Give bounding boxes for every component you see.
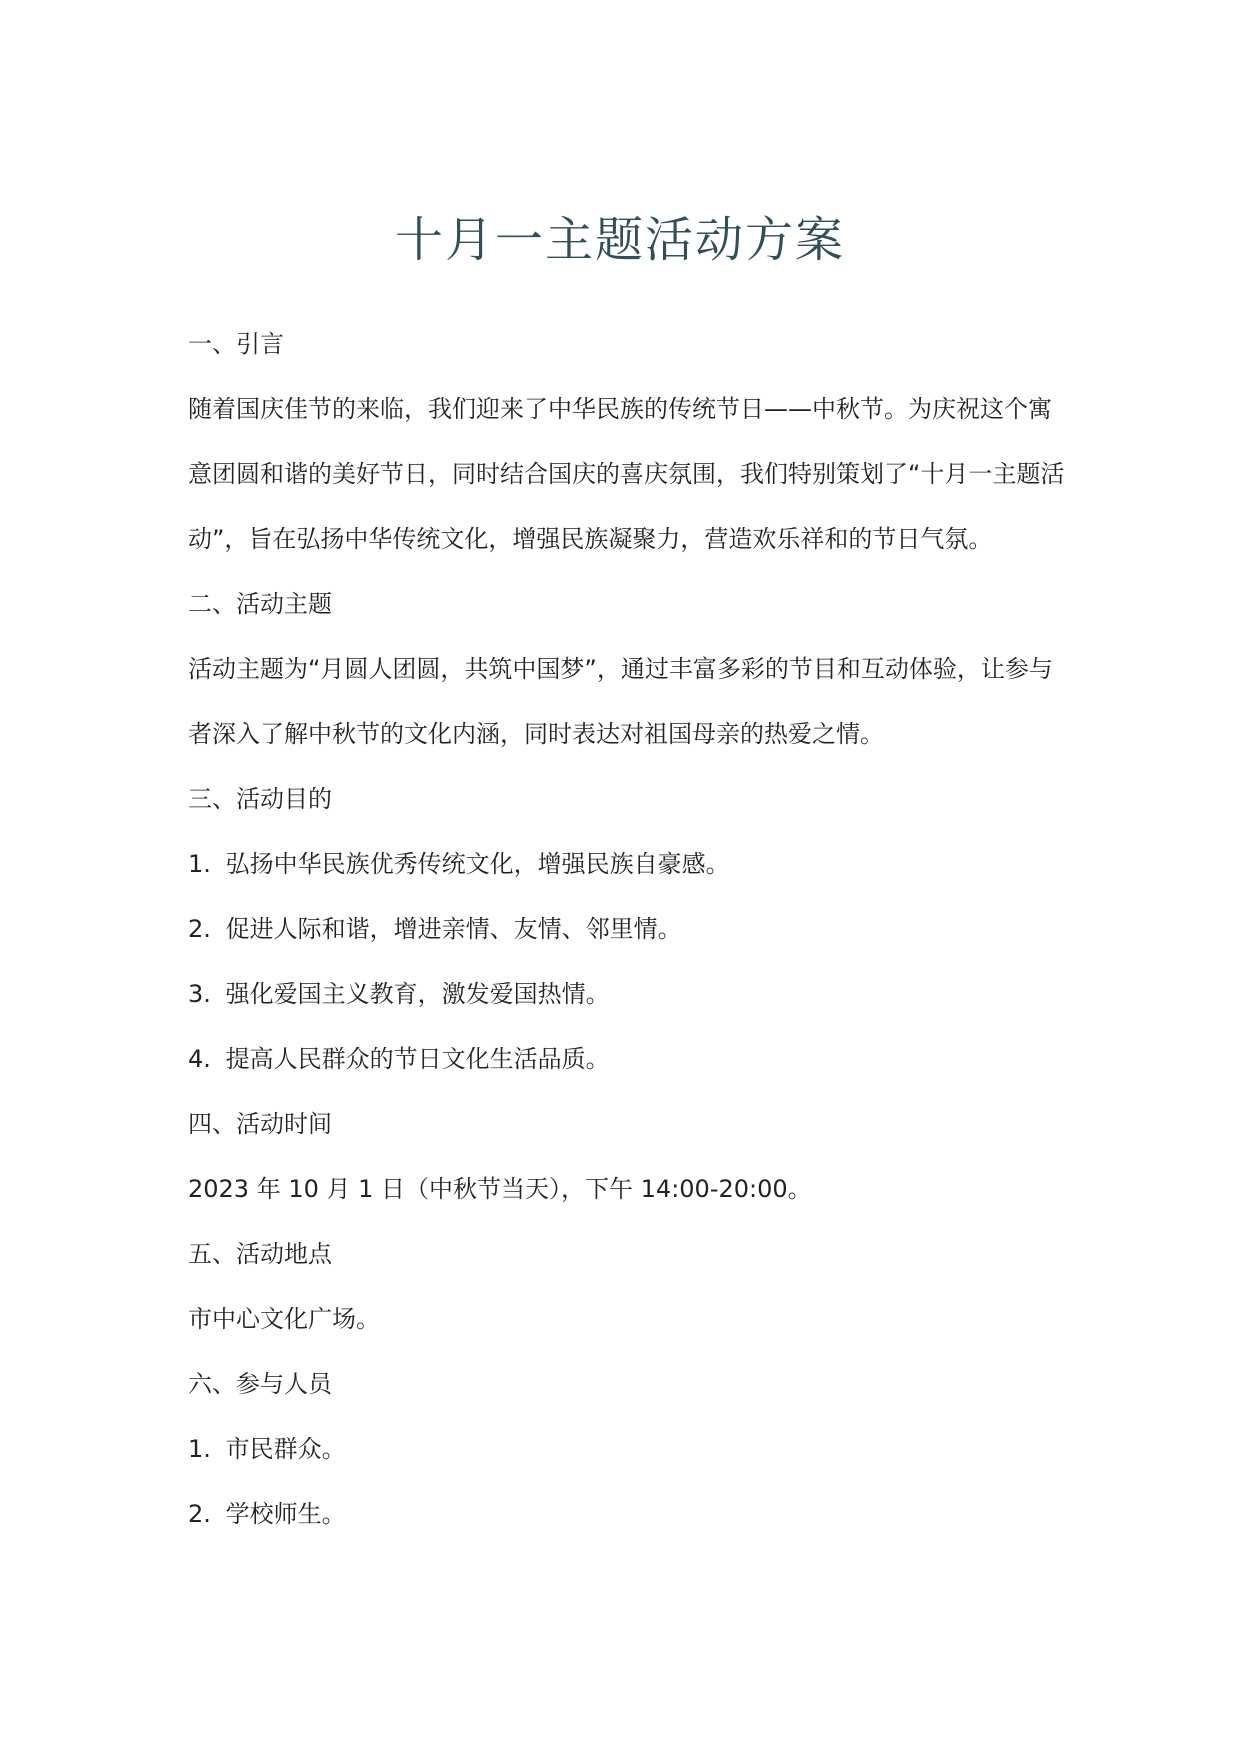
list-item-number: 1. xyxy=(188,850,211,878)
document-body xyxy=(188,312,1068,1547)
section-heading-participants: 六、参与人员 xyxy=(188,1370,332,1398)
section-heading-theme: 二、活动主题 xyxy=(188,590,332,618)
page-title: 十月一主题活动方案 xyxy=(394,212,845,268)
purpose-list-item xyxy=(188,897,1068,962)
introduction-paragraph: 随着国庆佳节的来临，我们迎来了中华民族的传统节日——中秋节。为庆祝这个寓意团圆和谐的美好节日，同时结合国庆的喜庆氛围，我们特别策划了“十月一主题活动”，旨在弘扬中华传统文化，增强民族凝聚力，营造欢乐祥和的节日气氛。 xyxy=(188,395,1065,553)
list-item-text: 市民群众。 xyxy=(225,1435,346,1463)
list-item-number: 4. xyxy=(188,1045,211,1073)
time-paragraph: 2023 年 10 月 1 日（中秋节当天），下午 14:00-20:00。 xyxy=(188,1175,812,1203)
section-heading-time: 四、活动时间 xyxy=(188,1110,332,1138)
list-item-text: 弘扬中华民族优秀传统文化，增强民族自豪感。 xyxy=(225,850,730,878)
list-item-text: 提高人民群众的节日文化生活品质。 xyxy=(225,1045,610,1073)
section-heading-introduction: 一、引言 xyxy=(188,330,284,358)
list-item-text: 促进人际和谐，增进亲情、友情、邻里情。 xyxy=(225,915,682,943)
purpose-list-item xyxy=(188,832,1068,897)
section-heading-location: 五、活动地点 xyxy=(188,1240,332,1268)
list-item-text: 强化爱国主义教育，激发爱国热情。 xyxy=(225,980,610,1008)
location-paragraph: 市中心文化广场。 xyxy=(188,1305,380,1333)
section-heading-purpose: 三、活动目的 xyxy=(188,785,332,813)
list-item-number: 3. xyxy=(188,980,211,1008)
theme-paragraph: 活动主题为“月圆人团圆，共筑中国梦”，通过丰富多彩的节目和互动体验，让参与者深入了解中秋节的文化内涵，同时表达对祖国母亲的热爱之情。 xyxy=(188,655,1053,748)
list-item-number: 1. xyxy=(188,1435,211,1463)
list-item-number: 2. xyxy=(188,915,211,943)
purpose-list-item xyxy=(188,1027,1068,1092)
list-item-number: 2. xyxy=(188,1500,211,1528)
list-item-text: 学校师生。 xyxy=(225,1500,346,1528)
purpose-list-item xyxy=(188,962,1068,1027)
participants-list-item xyxy=(188,1482,1068,1547)
participants-list-item xyxy=(188,1417,1068,1482)
